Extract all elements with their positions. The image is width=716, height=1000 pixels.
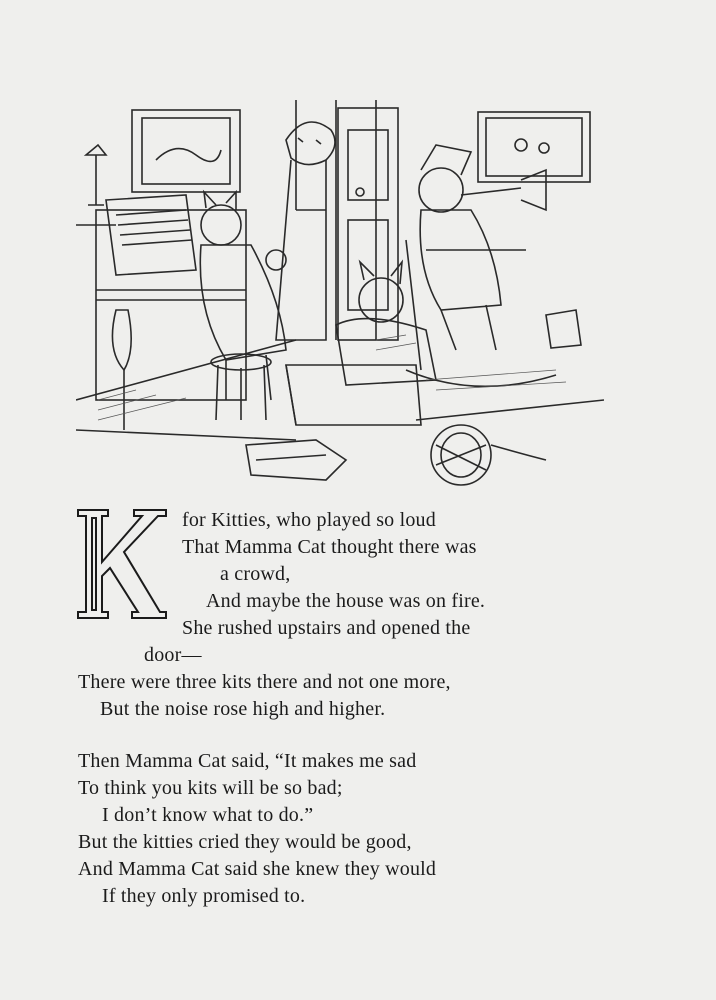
poem-line: There were three kits there and not one more, [78, 671, 451, 693]
poem-line: door— [144, 644, 202, 666]
poem-line: But the kitties cried they would be good, [78, 831, 412, 853]
poem-line: I don’t know what to do.” [102, 804, 314, 826]
poem-line: a crowd, [220, 563, 291, 585]
poem-line: She rushed upstairs and opened the [182, 617, 471, 639]
poem-line: And Mamma Cat said she knew they would [78, 858, 437, 880]
kittens-illustration [76, 100, 604, 500]
poem-line: But the noise rose high and higher. [100, 698, 386, 720]
poem-line: And maybe the house was on fire. [206, 590, 486, 612]
dropcap-k-icon [76, 506, 168, 622]
poem-line: If they only promised to. [102, 885, 306, 907]
poem-line: Then Mamma Cat said, “It makes me sad [78, 750, 417, 772]
kittens-playing-music-icon [76, 100, 604, 500]
dropcap-k [76, 506, 168, 622]
poem-line: To think you kits will be so bad; [78, 777, 343, 799]
poem-line: for Kitties, who played so loud [182, 509, 436, 531]
poem-line: That Mamma Cat thought there was [182, 536, 477, 558]
